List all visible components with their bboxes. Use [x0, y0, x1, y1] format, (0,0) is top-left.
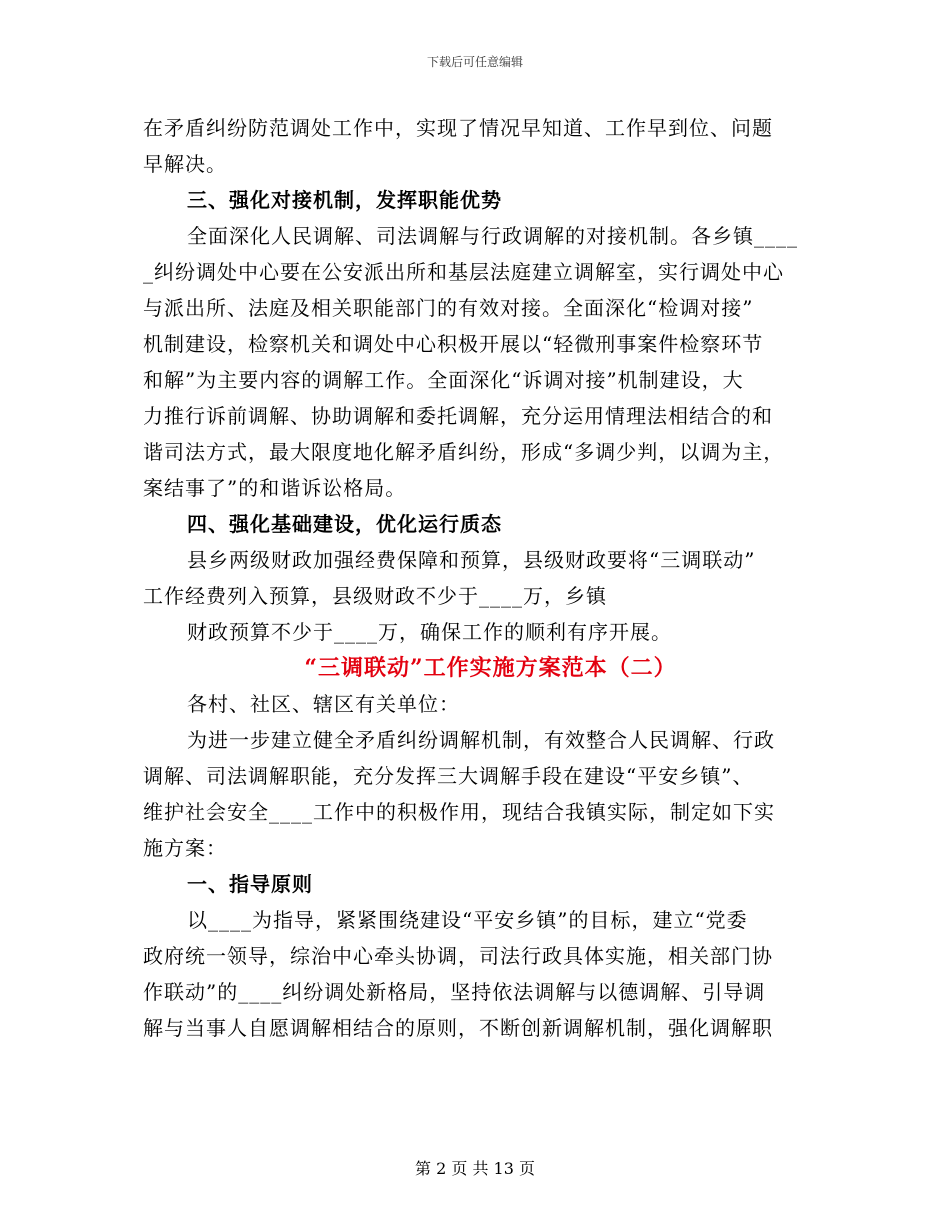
paragraph-line: 解与当事人自愿调解相结合的原则，不断创新调解机制，强化调解职: [143, 1016, 773, 1040]
paragraph-line: 县乡两级财政加强经费保障和预算，县级财政要将“三调联动”: [187, 548, 756, 572]
paragraph-line: 全面深化人民调解、司法调解与行政调解的对接机制。各乡镇____: [187, 224, 798, 248]
paragraph-line: _纠纷调处中心要在公安派出所和基层法庭建立调解室，实行调处中心: [143, 260, 784, 284]
page-header-note: 下载后可任意编辑: [426, 55, 523, 69]
paragraph-line: 谐司法方式，最大限度地化解矛盾纠纷，形成“多调少判，以调为主，: [143, 440, 785, 464]
paragraph-line: 各村、社区、辖区有关单位：: [187, 692, 460, 716]
page-footer: 第 2 页 共 13 页: [415, 1159, 535, 1178]
paragraph-line: 工作经费列入预算，县级财政不少于____万，乡镇: [143, 584, 607, 608]
paragraph-line: 早解决。: [143, 152, 227, 176]
paragraph-line: 力推行诉前调解、协助调解和委托调解，充分运用情理法相结合的和: [143, 404, 773, 428]
document-title: “三调联动”工作实施方案范本（二）: [304, 655, 677, 681]
section-heading: 四、强化基础建设，优化运行质态: [187, 512, 502, 536]
paragraph-line: 调解、司法调解职能，充分发挥三大调解手段在建设“平安乡镇”、: [143, 764, 754, 788]
paragraph-line: 政府统一领导，综治中心牵头协调，司法行政具体实施，相关部门协: [143, 944, 773, 968]
paragraph-line: 维护社会安全____工作中的积极作用，现结合我镇实际，制定如下实: [143, 800, 775, 824]
paragraph-line: 作联动”的____纠纷调处新格局，坚持依法调解与以德调解、引导调: [143, 980, 766, 1004]
paragraph-line: 在矛盾纠纷防范调处工作中，实现了情况早知道、工作早到位、问题: [143, 116, 773, 140]
paragraph-line: 财政预算不少于____万，确保工作的顺利有序开展。: [187, 620, 672, 644]
section-heading: 一、指导原则: [187, 872, 313, 896]
paragraph-line: 机制建设，检察机关和调处中心积极开展以“轻微刑事案件检察环节: [143, 332, 764, 356]
section-heading: 三、强化对接机制，发挥职能优势: [187, 188, 502, 212]
document-body: [143, 110, 808, 1046]
paragraph-line: 以____为指导，紧紧围绕建设“平安乡镇”的目标，建立“党委: [187, 908, 748, 932]
paragraph-line: 案结事了”的和谐诉讼格局。: [143, 476, 407, 500]
paragraph-line: 与派出所、法庭及相关职能部门的有效对接。全面深化“检调对接”: [143, 296, 754, 320]
paragraph-line: 施方案：: [143, 836, 227, 860]
paragraph-line: 为进一步建立健全矛盾纠纷调解机制，有效整合人民调解、行政: [187, 728, 775, 752]
paragraph-line: 和解”为主要内容的调解工作。全面深化“诉调对接”机制建设，大: [143, 368, 744, 392]
